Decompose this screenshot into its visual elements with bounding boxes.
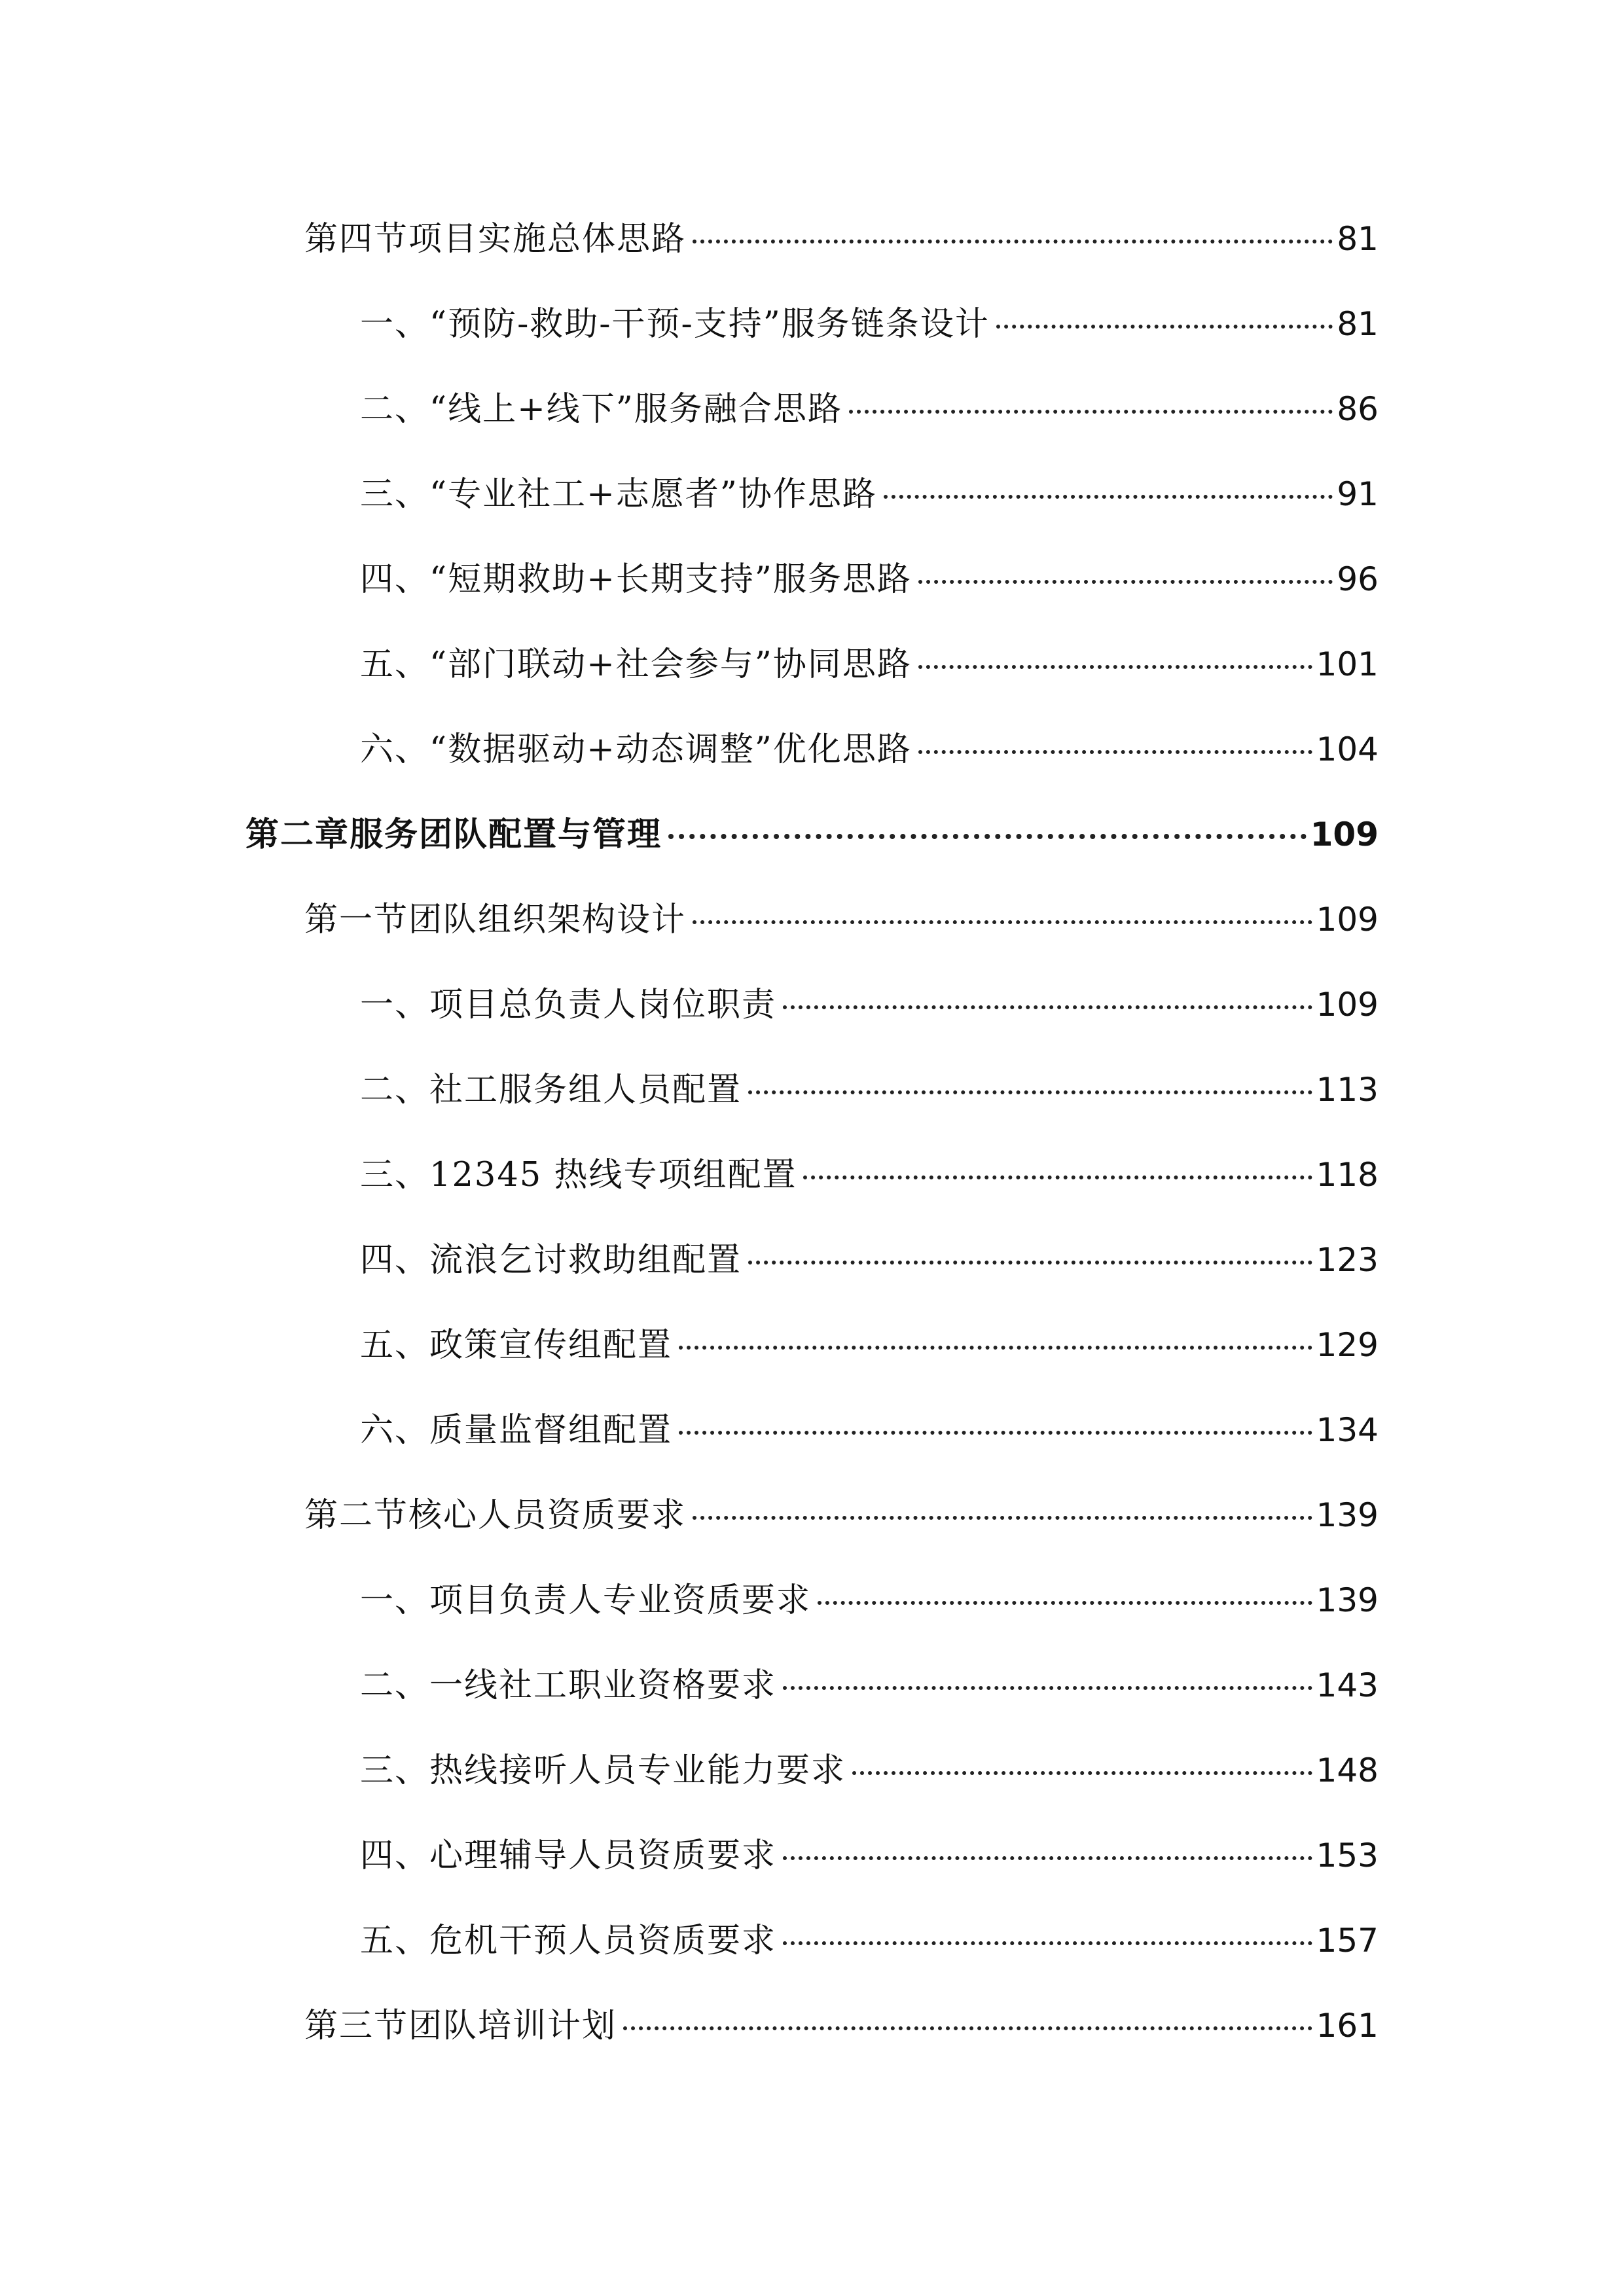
toc-entry-page: 123: [1316, 1241, 1379, 1279]
toc-entry-title: 六、质量监督组配置: [360, 1411, 673, 1450]
toc-entry[interactable]: [360, 723, 1379, 776]
dot-leader: [748, 1090, 1312, 1094]
toc-entry[interactable]: [360, 1744, 1379, 1797]
toc-entry[interactable]: [304, 2000, 1379, 2052]
dot-leader: [918, 665, 1312, 669]
toc-entry-title: 二、社工服务组人员配置: [360, 1071, 742, 1109]
toc-entry-page: 86: [1337, 390, 1379, 428]
toc-entry-title: 五、政策宣传组配置: [360, 1326, 673, 1365]
dot-leader: [693, 240, 1333, 243]
toc-entry-page: 109: [1316, 986, 1379, 1024]
dot-leader: [679, 1346, 1312, 1350]
toc-entry-title: 四、心理辅导人员资质要求: [360, 1837, 777, 1875]
toc-entry[interactable]: [360, 978, 1379, 1031]
toc-entry[interactable]: [360, 1574, 1379, 1626]
toc-entry-title: 五、“部门联动+社会参与”协同思路: [360, 645, 912, 684]
dot-leader: [803, 1175, 1312, 1179]
toc-entry-page: 81: [1337, 305, 1379, 343]
toc-entry-page: 134: [1316, 1411, 1379, 1449]
toc-entry-title: 三、热线接听人员专业能力要求: [360, 1751, 846, 1790]
toc-entry[interactable]: [360, 1319, 1379, 1371]
toc-entry-page: 104: [1316, 730, 1379, 768]
toc-entry[interactable]: [360, 383, 1379, 435]
toc-entry[interactable]: [304, 213, 1379, 265]
toc-entry[interactable]: [360, 1149, 1379, 1201]
toc-entry-title: 六、“数据驱动+动态调整”优化思路: [360, 730, 912, 769]
toc-entry-title: 五、危机干预人员资质要求: [360, 1922, 777, 1960]
toc-chapter-entry[interactable]: [245, 808, 1379, 861]
toc-entry-title: 二、“线上+线下”服务融合思路: [360, 390, 842, 429]
toc-entry-title: 一、“预防-救助-干预-支持”服务链条设计: [360, 305, 990, 344]
toc-entry-title: 一、项目负责人专业资质要求: [360, 1581, 812, 1620]
dot-leader: [996, 325, 1333, 329]
toc-entry-title: 四、“短期救助+长期支持”服务思路: [360, 560, 912, 599]
toc-entry-page: 157: [1316, 1922, 1379, 1960]
toc-entry-title: 第四节项目实施总体思路: [304, 220, 687, 259]
dot-leader: [693, 1516, 1312, 1520]
dot-leader: [918, 750, 1312, 754]
dot-leader: [668, 834, 1307, 839]
toc-entry[interactable]: [360, 468, 1379, 520]
toc-entry-title: 第一节团队组织架构设计: [304, 901, 687, 939]
toc-entry[interactable]: [360, 1234, 1379, 1286]
toc-entry-page: 91: [1337, 475, 1379, 513]
dot-leader: [783, 1941, 1312, 1945]
toc-entry-page: 129: [1316, 1326, 1379, 1364]
dot-leader: [693, 920, 1312, 924]
toc-entry-page: 81: [1337, 220, 1379, 258]
toc-entry-page: 139: [1316, 1581, 1379, 1619]
toc-entry-page: 96: [1337, 560, 1379, 598]
toc-entry[interactable]: [360, 553, 1379, 605]
toc-entry[interactable]: [360, 1064, 1379, 1116]
toc-entry[interactable]: [360, 638, 1379, 691]
dot-leader: [748, 1261, 1312, 1265]
dot-leader: [849, 410, 1333, 414]
toc-entry-page: 109: [1310, 816, 1379, 853]
toc-entry-page: 161: [1316, 2007, 1379, 2045]
toc-entry-page: 118: [1316, 1156, 1379, 1194]
dot-leader: [783, 1005, 1312, 1009]
dot-leader: [623, 2026, 1312, 2030]
toc-entry-title: 第三节团队培训计划: [304, 2007, 617, 2045]
toc-entry-title: 四、流浪乞讨救助组配置: [360, 1241, 742, 1280]
dot-leader: [783, 1686, 1312, 1690]
toc-entry-page: 109: [1316, 901, 1379, 939]
toc-entry[interactable]: [360, 1404, 1379, 1456]
dot-leader: [884, 495, 1333, 499]
toc-entry-title: 二、一线社工职业资格要求: [360, 1666, 777, 1705]
toc-entry-title: 第二章服务团队配置与管理: [245, 816, 662, 854]
dot-leader: [818, 1601, 1312, 1605]
toc-entry-page: 113: [1316, 1071, 1379, 1109]
toc-entry-title: 第二节核心人员资质要求: [304, 1496, 687, 1535]
dot-leader: [679, 1431, 1312, 1435]
toc-entry[interactable]: [360, 298, 1379, 350]
dot-leader: [783, 1856, 1312, 1860]
toc-entry[interactable]: [360, 1914, 1379, 1967]
toc-entry[interactable]: [304, 893, 1379, 946]
dot-leader: [852, 1771, 1312, 1775]
toc-entry[interactable]: [360, 1659, 1379, 1712]
toc-entry-page: 148: [1316, 1751, 1379, 1789]
dot-leader: [918, 580, 1333, 584]
toc-entry-page: 153: [1316, 1837, 1379, 1874]
toc-entry-page: 139: [1316, 1496, 1379, 1534]
toc-entry-title: 三、12345 热线专项组配置: [360, 1156, 797, 1194]
toc-entry-page: 101: [1316, 645, 1379, 683]
toc-entry-title: 一、项目总负责人岗位职责: [360, 986, 777, 1024]
toc-entry[interactable]: [304, 1489, 1379, 1541]
toc-entry[interactable]: [360, 1829, 1379, 1882]
toc-entry-page: 143: [1316, 1666, 1379, 1704]
toc-entry-title: 三、“专业社工+志愿者”协作思路: [360, 475, 877, 514]
